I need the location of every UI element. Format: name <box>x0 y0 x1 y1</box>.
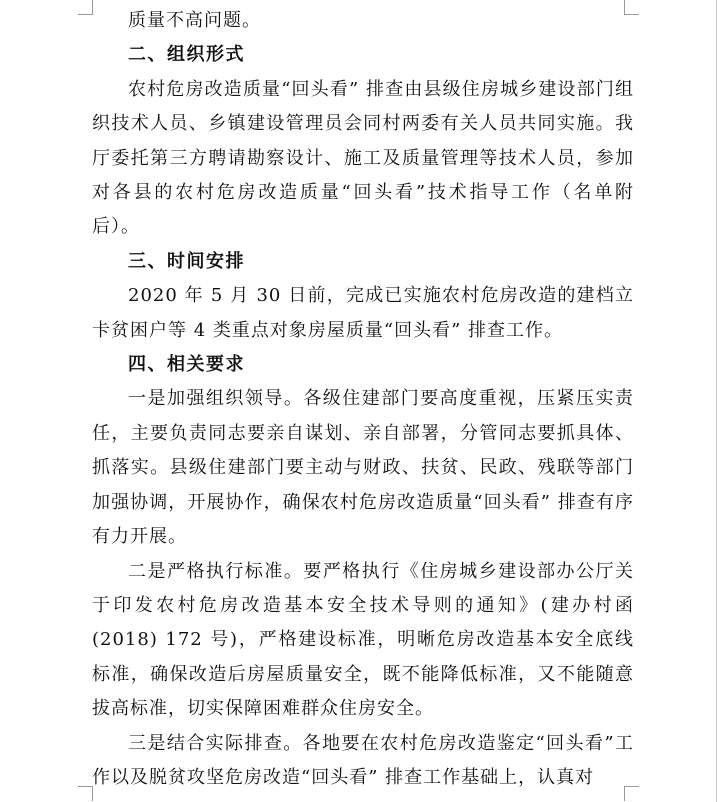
paragraph-requirement-1: 一是加强组织领导。各级住建部门要高度重视，压紧压实责任，主要负责同志要亲自谋划、亲自部署，分管同志要抓具体、抓落实。县级住建部门要主动与财政、扶贫、民政、残联等部门加强协调，开展协作，确保农村危房改造质量“回头看” 排查有序有力开展。 <box>92 388 634 548</box>
document-body <box>92 4 634 795</box>
paragraph-requirement-2: 二是严格执行标准。要严格执行《住房城乡建设部办公厅关于印发农村危房改造基本安全技术导则的通知》(建办村函(2018) 172 号)，严格建设标准，明晰危房改造基本安全底线标准，确保改造后房屋质量安全，既不能降低标准，又不能随意拔高标准，切实保障困难群众住房安全。 <box>92 560 634 720</box>
paragraph-requirement-3: 三是结合实际排查。各地要在农村危房改造鉴定“回头看”工作以及脱贫攻坚危房改造“回头看” 排查工作基础上，认真对 <box>92 732 634 788</box>
section-heading-schedule: 三、时间安排 <box>128 250 245 272</box>
section-heading-organization: 二、组织形式 <box>128 44 245 66</box>
paragraph-schedule: 2020 年 5 月 30 日前，完成已实施农村危房改造的建档立卡贫困户等 4 类重点对象房屋质量“回头看” 排查工作。 <box>92 285 634 341</box>
margin-mark-top-left <box>78 0 93 15</box>
paragraph-organization: 农村危房改造质量“回头看” 排查由县级住房城乡建设部门组织技术人员、乡镇建设管理员会同村两委有关人员共同实施。我厅委托第三方聘请勘察设计、施工及质量管理等技术人员，参加对各县的农村危房改造质量“回头看”技术指导工作（名单附后）。 <box>92 78 634 238</box>
continued-text: 质量不高问题。 <box>128 10 261 31</box>
margin-mark-bottom-left <box>78 786 93 801</box>
section-heading-requirements: 四、相关要求 <box>128 354 245 376</box>
